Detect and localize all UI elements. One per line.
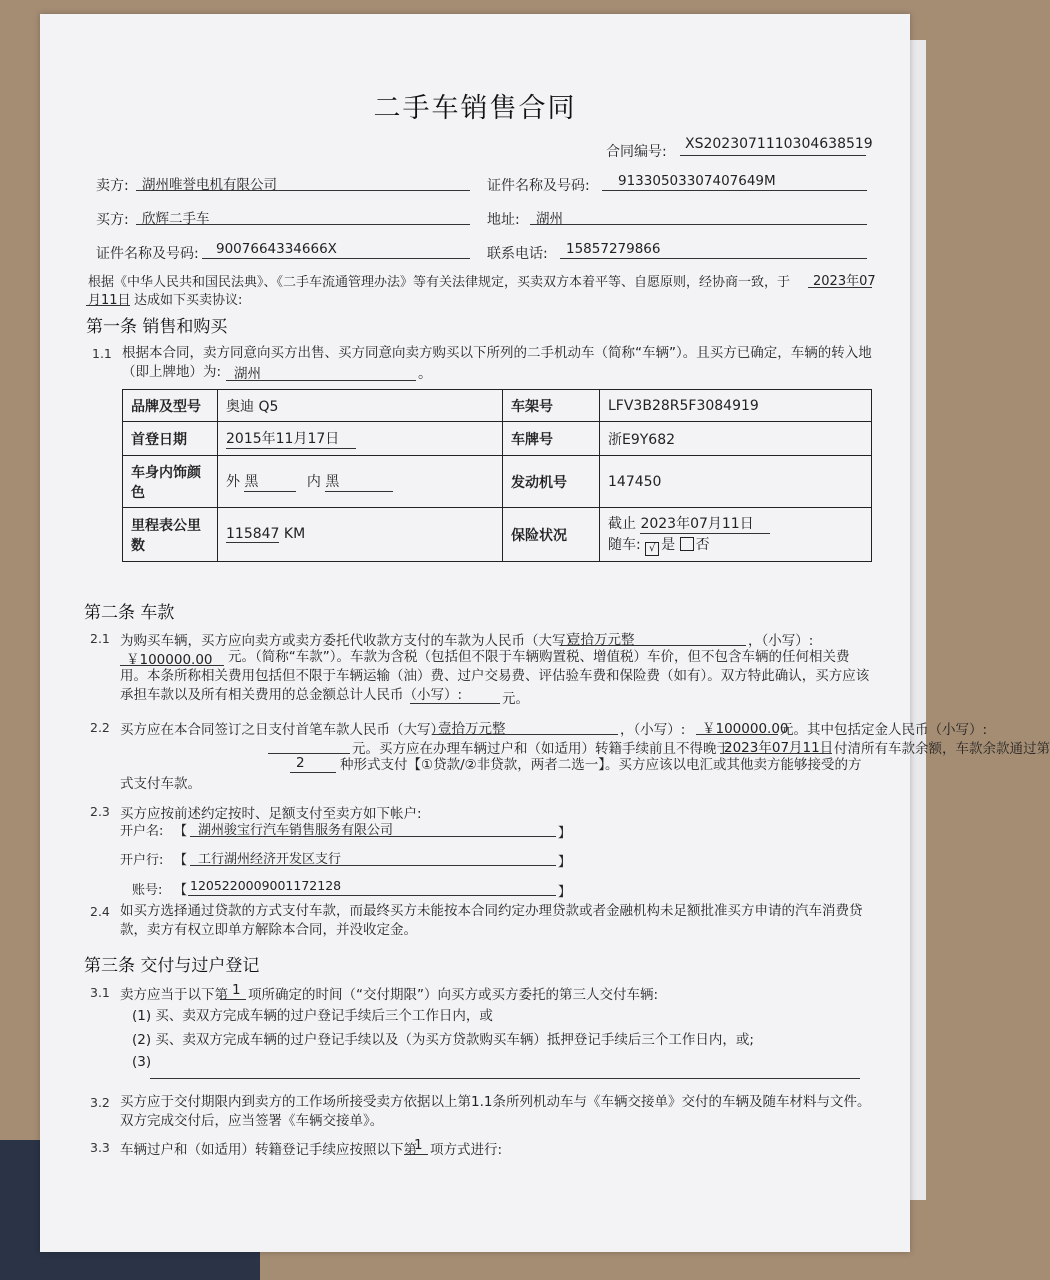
yes-checkbox[interactable]: √ — [645, 542, 659, 556]
clause-2-2-amount-figures: ￥100000.00 — [702, 721, 789, 737]
transfer-place-underline — [226, 380, 416, 381]
account-name-close-bracket: 】 — [558, 826, 572, 841]
clause-2-2-part-b: ，（小写）: — [620, 722, 686, 738]
account-number-close-bracket: 】 — [558, 885, 572, 900]
intro-date-underline — [808, 287, 872, 288]
contract-no-label: 合同编号: — [606, 144, 667, 160]
insurance-follow-label: 随车: — [608, 537, 641, 553]
clause-2-2-number: 2.2 — [90, 720, 110, 735]
odometer-value: 115847 — [226, 526, 280, 542]
buyer-address-label: 地址: — [487, 212, 520, 228]
buyer-id-underline — [202, 258, 470, 259]
clause-2-2-part-f: 种形式支付【①贷款/②非贷款，两者二选一】。买方应该以电汇或其他卖方能够接受的方式支付车款。 — [120, 757, 862, 792]
clause-2-2-deadline-underline — [720, 753, 832, 754]
article-3-heading: 第三条 交付与过户登记 — [84, 956, 260, 976]
clause-2-1-words-underline — [560, 645, 746, 646]
clause-2-2-part-e: 付清所有车款余额，车款余款通过第 — [834, 741, 1050, 757]
odometer-cell — [218, 508, 503, 562]
delivery-option-2: (2) 买、卖双方完成车辆的过户登记手续以及（为买方贷款购买车辆）抵押登记手续后三个工作日内，或; — [132, 1032, 754, 1048]
account-name-value: 湖州骏宝行汽车销售服务有限公司 — [198, 823, 394, 838]
transfer-place-end: 。 — [418, 366, 432, 382]
color-cell — [218, 456, 503, 508]
clause-3-3-number: 3.3 — [90, 1140, 110, 1155]
brand-value: 奥迪 Q5 — [218, 390, 503, 422]
buyer-underline — [136, 224, 470, 225]
odometer-label: 里程表公里数 — [123, 508, 218, 562]
contract-page — [40, 14, 1050, 1252]
clause-2-2-part-a: 买方应在本合同签订之日支付首笔车款人民币（大写） — [120, 722, 444, 738]
clause-2-2-figures-underline — [696, 734, 778, 735]
seller-id-label: 证件名称及号码: — [487, 178, 590, 194]
account-name-label: 开户名: — [120, 824, 164, 839]
vehicle-info-table — [122, 389, 872, 562]
exterior-label: 外 — [226, 474, 240, 490]
vin-value: LFV3B28R5F3084919 — [600, 390, 872, 422]
insurance-cell — [600, 508, 872, 562]
bank-value: 工行湖州经济开发区支行 — [198, 852, 342, 867]
clause-3-3-item-underline — [404, 1154, 428, 1155]
account-number-open-bracket: 【 — [174, 883, 188, 898]
intro-date-2-underline — [86, 305, 130, 306]
interior-color: 黑 — [325, 471, 393, 492]
clause-3-2-text: 买方应于交付期限内到卖方的工作场所接受卖方依据以上第1.1条所列机动车与《车辆交接单》交付的车辆及随车材料与文件。双方完成交付后，应当签署《车辆交接单》。 — [120, 1094, 871, 1129]
clause-2-1-amount-figures: ￥100000.00 — [126, 652, 213, 668]
interior-label: 内 — [306, 474, 321, 490]
vin-label: 车架号 — [503, 390, 600, 422]
seller-underline — [136, 190, 470, 191]
engine-value: 147450 — [600, 456, 872, 508]
intro-text: 根据《中华人民共和国民法典》、《二手车流通管理办法》等有关法律规定，买卖双方本着平等、自愿原则，经协商一致，于 — [88, 275, 791, 290]
intro-date: 2023年07 — [813, 274, 876, 289]
no-label: 否 — [695, 537, 710, 553]
plate-value: 浙E9Y682 — [600, 422, 872, 456]
transfer-place-value: 湖州 — [234, 366, 261, 382]
clause-2-4-number: 2.4 — [90, 904, 110, 919]
clause-2-4-text: 如买方选择通过贷款的方式支付车款，而最终买方未能按本合同约定办理贷款或者金融机构未足额批准买方申请的汽车消费贷款，卖方有权立即单方解除本合同，并没收定金。 — [120, 903, 863, 938]
clause-2-2-part-c: 元。其中包括定金人民币（小写）: — [780, 722, 988, 738]
plate-label: 车牌号 — [503, 422, 600, 456]
clause-2-2-words-underline — [432, 734, 618, 735]
clause-2-3-text: 买方应按前述约定按时、足额支付至卖方如下帐户: — [120, 806, 422, 822]
insurance-prefix: 截止 — [608, 516, 636, 532]
clause-2-2-part-d: 元。买方应在办理车辆过户和（如适用）转籍手续前且不得晚于 — [352, 741, 730, 757]
clause-3-2-number: 3.2 — [90, 1095, 110, 1110]
clause-2-1-amount-words: 壹拾万元整 — [567, 632, 635, 648]
clause-3-1-item: 1 — [232, 982, 241, 998]
clause-2-1-part-d: 元。 — [502, 691, 529, 707]
clause-2-1-part-a: 为购买车辆，买方应向卖方或卖方委托代收款方支付的车款为人民币（大写） — [120, 633, 579, 649]
intro-tail: 达成如下买卖协议: — [134, 293, 243, 308]
article-1-heading: 第一条 销售和购买 — [86, 317, 228, 337]
seller-value: 湖州唯誉电机有限公司 — [142, 177, 277, 193]
buyer-value: 欣辉二手车 — [142, 211, 210, 227]
account-name-underline — [190, 836, 556, 837]
delivery-option-1: (1) 买、卖双方完成车辆的过户登记手续后三个工作日内，或 — [132, 1008, 493, 1024]
clause-2-2-amount-words: 壹拾万元整 — [438, 721, 506, 737]
buyer-address-underline — [530, 224, 867, 225]
bank-close-bracket: 】 — [558, 855, 572, 870]
intro-date-2: 月11日 — [88, 293, 131, 308]
brand-label: 品牌及型号 — [123, 390, 218, 422]
buyer-address-value: 湖州 — [536, 211, 563, 227]
no-checkbox[interactable] — [680, 537, 694, 551]
bank-open-bracket: 【 — [174, 853, 188, 868]
seller-label: 卖方: — [96, 178, 129, 194]
buyer-label: 买方: — [96, 212, 129, 228]
clause-3-1-part-b: 项所确定的时间（“交付期限”）向买方或买方委托的第三人交付车辆: — [248, 987, 659, 1003]
seller-id-value: 91330503307407649M — [618, 173, 776, 189]
article-2-heading: 第二条 车款 — [84, 603, 175, 623]
clause-3-1-item-underline — [220, 999, 246, 1000]
bank-underline — [190, 865, 556, 866]
first-registration-cell — [218, 422, 503, 456]
clause-2-1-part-c: 元。（简称“车款”）。车款为含税（包括但不限于车辆购置税、增值税）车价，但不包含车辆的任何相关费用。本条所称相关费用包括但不限于车辆运输（油）费、过户交易费、评估验车费和保险费（如有）。双方特此确认，买方应该承担车款以及所有相关费用的总金额总计人民币（小写）: — [120, 649, 870, 703]
clause-3-1-number: 3.1 — [90, 985, 110, 1000]
clause-1-1-text: 根据本合同，卖方同意向买方出售、买方同意向卖方购买以下所列的二手机动车（简称“车辆”）。且买方已确定，车辆的转入地（即上牌地）为: — [122, 345, 872, 380]
exterior-color: 黑 — [244, 471, 296, 492]
odometer-unit: KM — [283, 526, 306, 542]
account-number-underline — [188, 895, 556, 896]
clause-2-2-deposit-underline — [268, 753, 350, 754]
delivery-option-3-underline — [150, 1078, 860, 1079]
buyer-phone-underline — [560, 258, 867, 259]
account-number-label: 账号: — [132, 883, 163, 898]
clause-2-3-number: 2.3 — [90, 804, 110, 819]
delivery-option-3: (3) — [132, 1054, 152, 1070]
clause-3-3-part-b: 项方式进行: — [430, 1142, 503, 1158]
first-registration-value: 2015年11月17日 — [226, 428, 356, 449]
clause-3-1-part-a: 卖方应当于以下第 — [120, 987, 228, 1003]
clause-2-1-number: 2.1 — [90, 631, 110, 646]
seller-id-underline — [602, 190, 867, 191]
buyer-phone-label: 联系电话: — [487, 246, 548, 262]
clause-2-2-deadline: 2023年07月11日 — [724, 740, 834, 756]
clause-2-1-total-underline — [410, 703, 500, 704]
insurance-date: 2023年07月11日 — [640, 513, 770, 534]
yes-label: 是 — [661, 537, 676, 553]
clause-3-3-item: 1 — [414, 1137, 423, 1153]
account-number-value: 1205220009001172128 — [190, 878, 342, 893]
buyer-id-value: 9007664334666X — [216, 241, 337, 257]
clause-3-3-part-a: 车辆过户和（如适用）转籍登记手续应按照以下第 — [120, 1142, 417, 1158]
clause-2-1-part-b: ，（小写）: — [748, 633, 814, 649]
clause-1-1-number: 1.1 — [92, 346, 112, 361]
bank-label: 开户行: — [120, 853, 164, 868]
first-registration-label: 首登日期 — [123, 422, 218, 456]
account-name-open-bracket: 【 — [174, 824, 188, 839]
color-label: 车身内饰颜色 — [123, 456, 218, 508]
engine-label: 发动机号 — [503, 456, 600, 508]
buyer-id-label: 证件名称及号码: — [96, 246, 199, 262]
insurance-label: 保险状况 — [503, 508, 600, 562]
contract-no-underline — [680, 155, 866, 156]
contract-no-value: XS202307111030​4638519 — [685, 136, 873, 152]
buyer-phone-value: 15857279866 — [566, 241, 661, 257]
document-title: 二手车销售合同 — [373, 93, 577, 124]
clause-2-2-method: 2 — [296, 755, 305, 771]
